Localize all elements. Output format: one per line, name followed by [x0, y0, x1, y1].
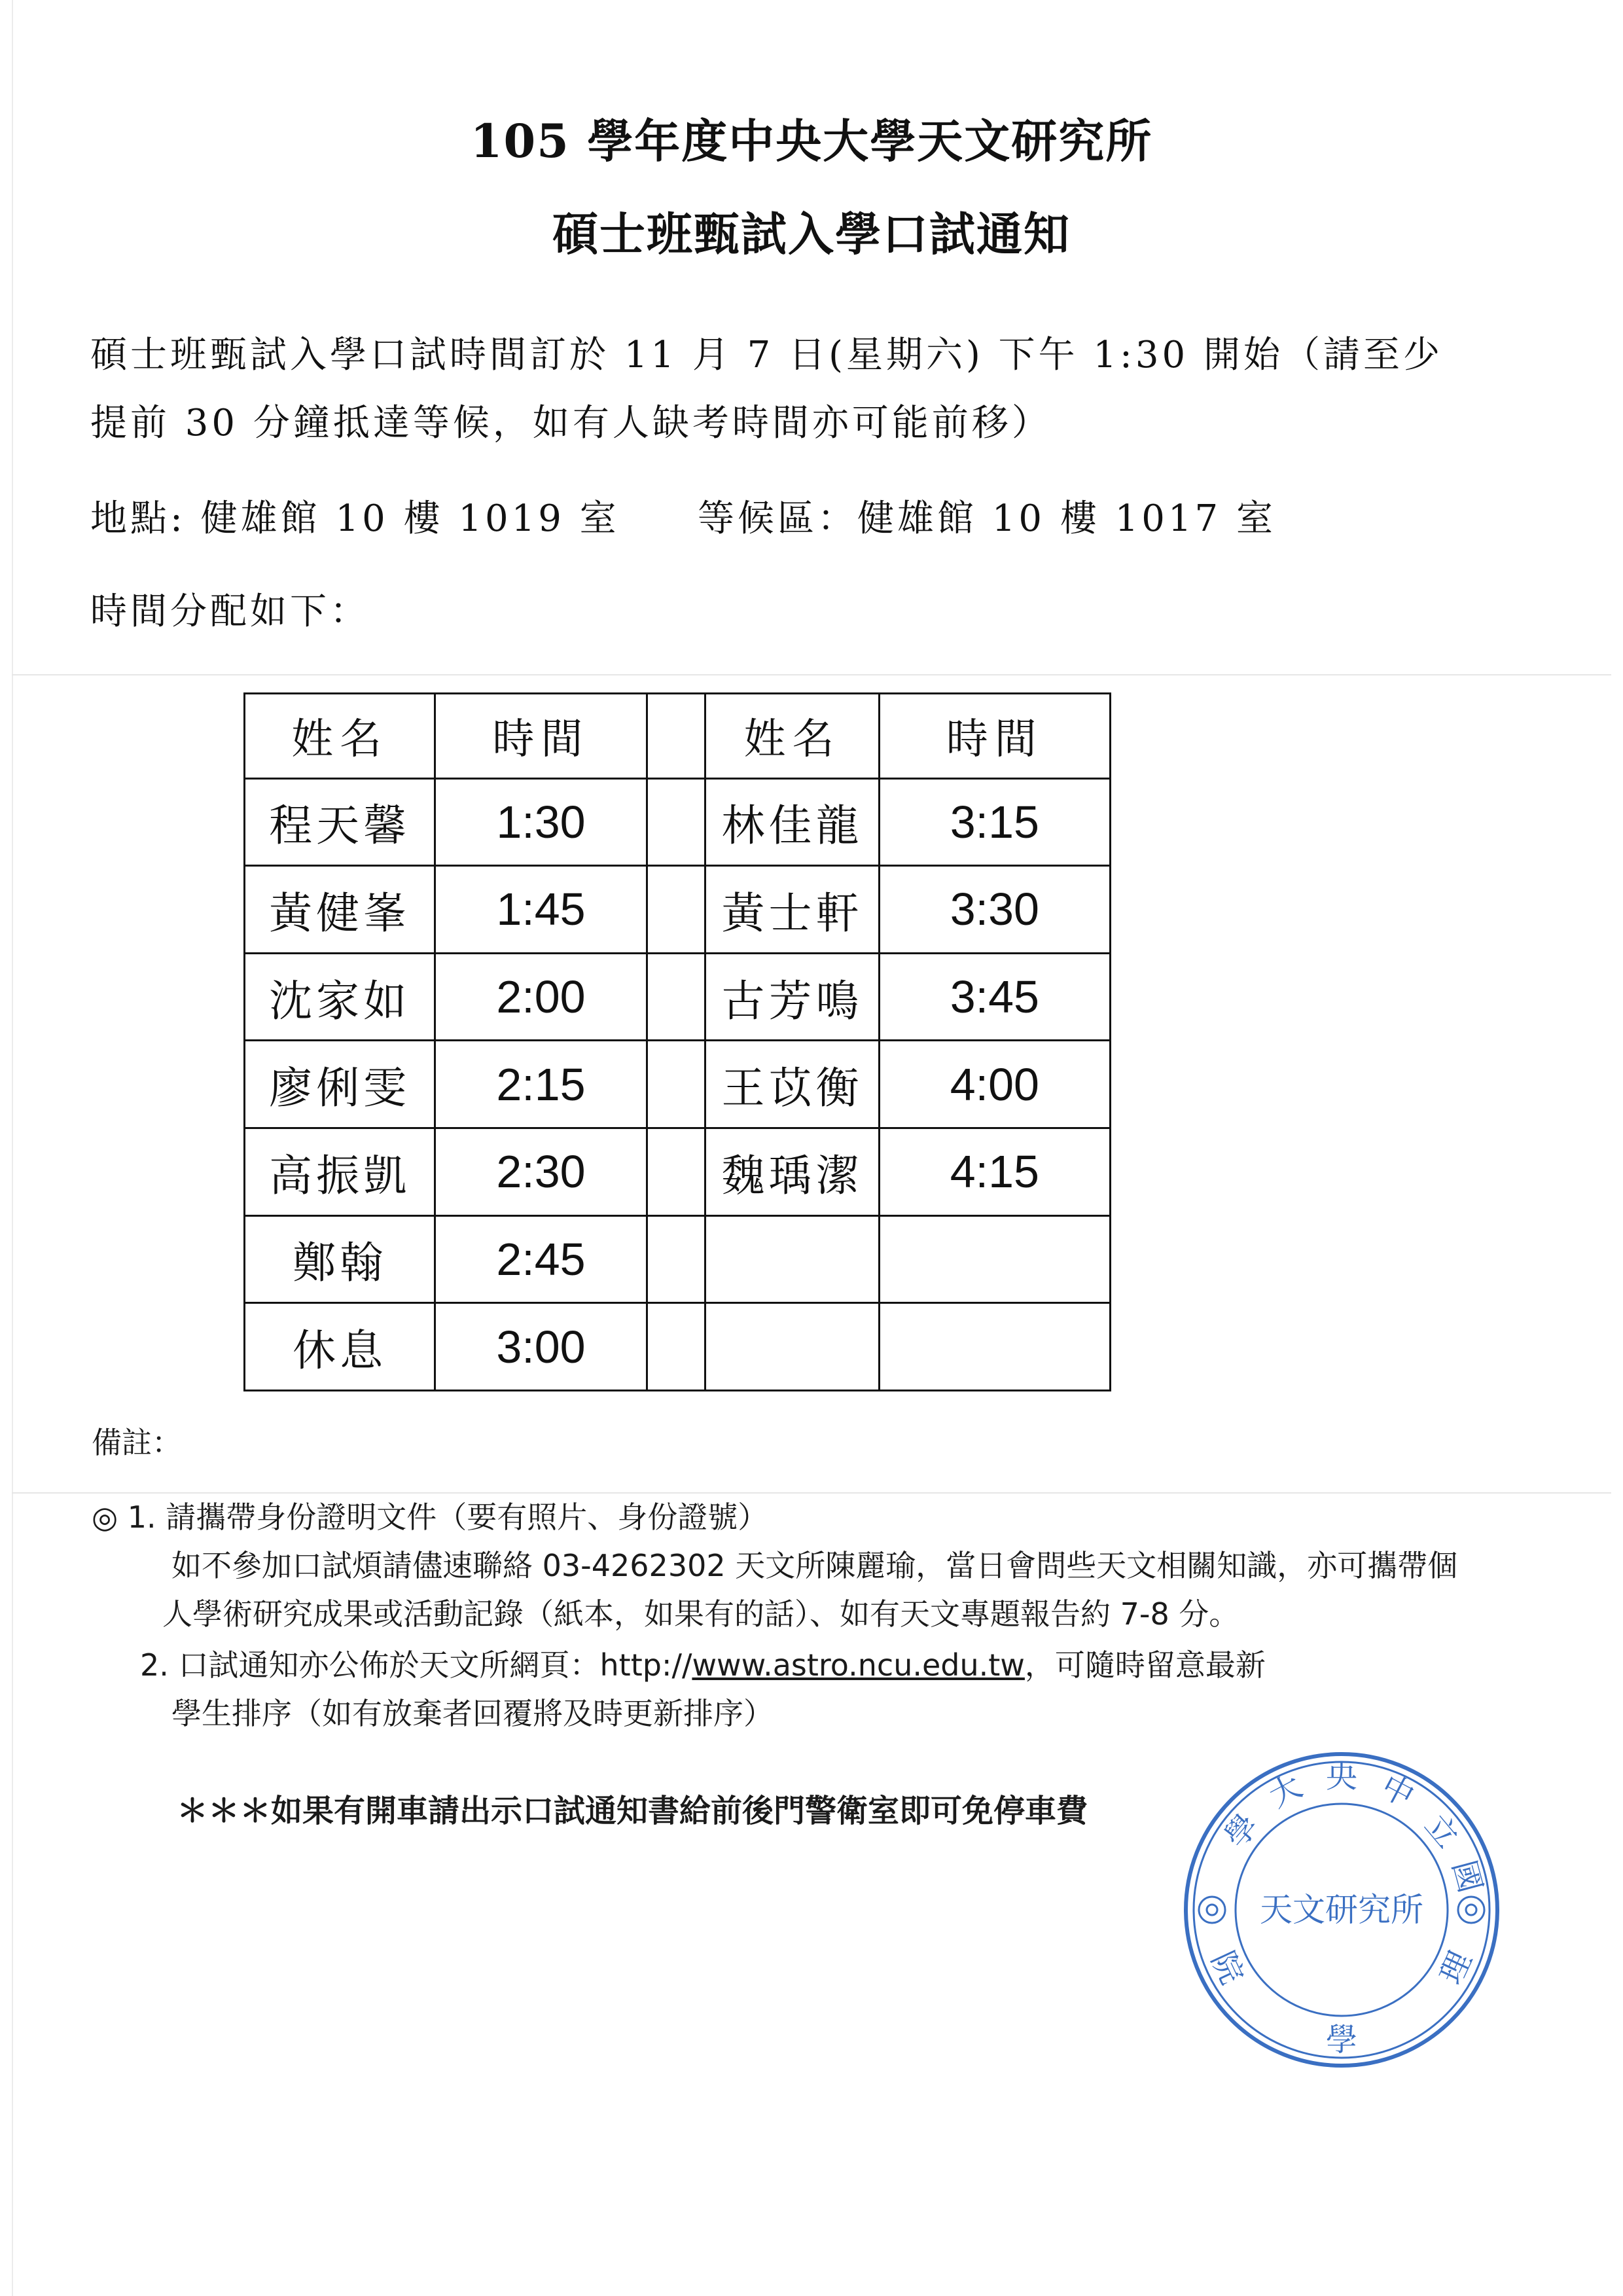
note-text: 口試通知亦公佈於天文所網頁：http:// — [178, 1647, 692, 1683]
document-subtitle: 碩士班甄試入學口試通知 — [552, 207, 1071, 261]
candidate-name: 廖俐雯 — [245, 1041, 435, 1128]
spacer-cell — [647, 1215, 705, 1303]
empty-cell — [705, 1303, 879, 1391]
candidate-time: 1:30 — [435, 778, 647, 866]
header-name: 姓名 — [245, 694, 435, 779]
table-row — [245, 1215, 1111, 1303]
empty-cell — [879, 1215, 1110, 1303]
note-item-1-line-2: 如不參加口試煩請儘速聯絡 03-4262302 天文所陳麗瑜，當日會問些天文相關知識，亦可攜帶個 — [171, 1548, 1458, 1583]
candidate-time: 3:00 — [435, 1303, 647, 1391]
table-row — [245, 866, 1111, 954]
candidate-time: 4:00 — [879, 1041, 1110, 1128]
table-row — [245, 1041, 1111, 1128]
paper-left-edge — [12, 0, 13, 2296]
candidate-name: 古芳鳴 — [705, 953, 879, 1041]
candidate-name: 魏瑀潔 — [705, 1128, 879, 1216]
empty-cell — [879, 1303, 1110, 1391]
spacer-cell — [647, 694, 705, 779]
candidate-name: 黃健峯 — [245, 866, 435, 954]
header-name: 姓名 — [705, 694, 879, 779]
svg-text:中: 中 — [1375, 1767, 1420, 1815]
schedule-table — [243, 692, 1111, 1391]
candidate-name: 鄭翰 — [245, 1215, 435, 1303]
svg-text:理: 理 — [1433, 1945, 1480, 1990]
candidate-name: 沈家如 — [245, 953, 435, 1041]
empty-cell — [705, 1215, 879, 1303]
spacer-cell — [647, 1303, 705, 1391]
spacer-cell — [647, 1041, 705, 1128]
note-marker: ◎ 1. — [92, 1499, 156, 1535]
website-link[interactable]: www.astro.ncu.edu.tw — [692, 1647, 1025, 1683]
svg-text:央: 央 — [1325, 1758, 1358, 1795]
paper-fold-line — [12, 674, 1611, 675]
candidate-time: 3:15 — [879, 778, 1110, 866]
candidate-time: 3:30 — [879, 866, 1110, 954]
spacer-cell — [647, 778, 705, 866]
note-item-2-line-2: 學生排序（如有放棄者回覆將及時更新排序） — [171, 1696, 774, 1731]
table-row — [245, 953, 1111, 1041]
spacer-cell — [647, 866, 705, 954]
svg-text:大: 大 — [1263, 1767, 1308, 1815]
table-row — [245, 778, 1111, 866]
parking-note: ＊＊＊如果有開車請出示口試通知書給前後門警衛室即可免停車費 — [177, 1793, 1088, 1829]
svg-text:學: 學 — [1325, 2021, 1358, 2058]
intro-line-1: 碩士班甄試入學口試時間訂於 11 月 7 日(星期六) 下午 1:30 開始（請至少 — [90, 334, 1443, 376]
candidate-time: 2:30 — [435, 1128, 647, 1216]
note-text: 請攜帶身份證明文件（要有照片、身份證號） — [166, 1499, 768, 1535]
candidate-time: 2:45 — [435, 1215, 647, 1303]
candidate-name: 王苡衡 — [705, 1041, 879, 1128]
svg-text:立: 立 — [1417, 1807, 1466, 1856]
allocation-heading: 時間分配如下： — [90, 590, 370, 633]
document-title: 105 學年度中央大學天文研究所 — [470, 114, 1153, 168]
candidate-name: 高振凱 — [245, 1128, 435, 1216]
institute-seal — [1178, 1746, 1505, 2073]
intro-line-2: 提前 30 分鐘抵達等候，如有人缺考時間亦可能前移） — [90, 402, 1052, 444]
candidate-time: 1:45 — [435, 866, 647, 954]
table-header-row — [245, 694, 1111, 779]
candidate-time: 4:15 — [879, 1128, 1110, 1216]
location-waiting-area: 等候區：健雄館 10 樓 1017 室 — [698, 497, 1276, 540]
candidate-name: 休息 — [245, 1303, 435, 1391]
candidate-time: 3:45 — [879, 953, 1110, 1041]
candidate-time: 2:15 — [435, 1041, 647, 1128]
header-time: 時間 — [435, 694, 647, 779]
seal-center-text: 天文研究所 — [1260, 1891, 1423, 1929]
table-row — [245, 1128, 1111, 1216]
candidate-name: 黃士軒 — [705, 866, 879, 954]
candidate-time: 2:00 — [435, 953, 647, 1041]
note-item-1-line-1 — [92, 1494, 768, 1537]
svg-text:院: 院 — [1204, 1945, 1251, 1990]
svg-text:學: 學 — [1217, 1807, 1266, 1856]
note-text: ，可隨時留意最新 — [1024, 1647, 1266, 1683]
header-time: 時間 — [879, 694, 1110, 779]
svg-text:國: 國 — [1445, 1856, 1489, 1897]
note-item-1-line-3: 人學術研究成果或活動記錄（紙本，如果有的話）、如有天文專題報告約 7-8 分。 — [162, 1596, 1240, 1632]
candidate-name: 林佳龍 — [705, 778, 879, 866]
spacer-cell — [647, 953, 705, 1041]
notes-heading: 備註： — [92, 1425, 182, 1460]
location-place: 地點: 健雄館 10 樓 1019 室 — [90, 497, 620, 540]
table-row — [245, 1303, 1111, 1391]
candidate-name: 程天馨 — [245, 778, 435, 866]
note-marker: 2. — [140, 1647, 169, 1683]
spacer-cell — [647, 1128, 705, 1216]
note-item-2-line-1 — [140, 1641, 1266, 1685]
